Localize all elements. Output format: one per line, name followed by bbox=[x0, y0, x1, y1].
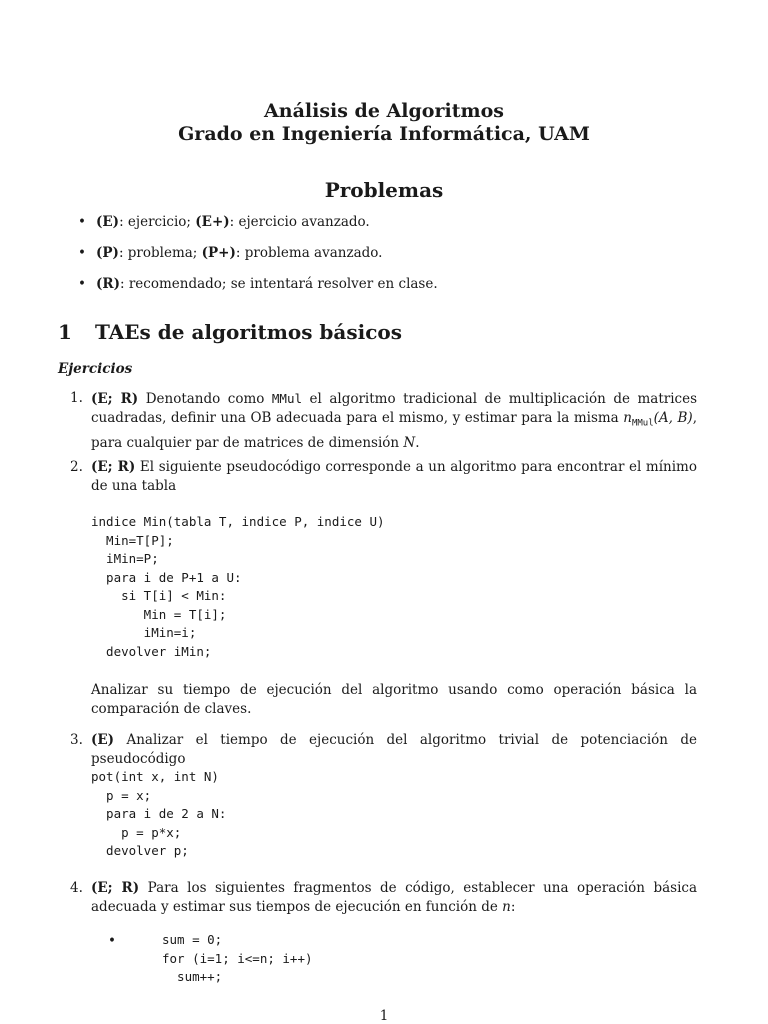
title-line-2: Grado en Ingeniería Informática, UAM bbox=[178, 123, 590, 145]
math-subscript: MMul bbox=[631, 418, 654, 429]
legend-tag: (R) bbox=[96, 276, 120, 292]
title-line-1: Análisis de Algoritmos bbox=[264, 100, 504, 122]
legend-tag: (E) bbox=[96, 214, 120, 230]
legend-tag: (P+) bbox=[201, 245, 236, 261]
math-args: (A, B) bbox=[653, 410, 693, 426]
section-number: 1 bbox=[58, 320, 72, 344]
text-run: : bbox=[510, 899, 516, 915]
legend-tag: (E+) bbox=[195, 214, 230, 230]
text-run: . bbox=[415, 434, 420, 451]
legend-text: : problema; bbox=[118, 245, 202, 261]
problems-heading: Problemas bbox=[324, 178, 444, 202]
text-run: el algoritmo tradicional de multiplicación de matrices cuadradas, definir una OB adecuada para el mismo, y estimar para la misma bbox=[91, 391, 697, 426]
legend-text: : ejercicio; bbox=[119, 214, 196, 230]
text-run: Para los siguientes fragmentos de código, establecer una operación básica adecuada y estimar sus tiempos de ejecución en función de bbox=[91, 880, 697, 915]
item-number: 3. bbox=[70, 732, 83, 748]
item-number: 1. bbox=[70, 390, 83, 406]
text-run: El siguiente pseudocódigo corresponde a un algoritmo para encontrar el mínimo de una tabla bbox=[91, 459, 697, 494]
bullet-icon: • bbox=[78, 245, 86, 261]
legend-list bbox=[78, 214, 438, 307]
item-tag: (E; R) bbox=[91, 391, 139, 407]
item-tag: (E) bbox=[91, 732, 115, 748]
item-number: 4. bbox=[70, 880, 83, 896]
math-var: n bbox=[502, 899, 511, 915]
inline-code: MMul bbox=[271, 391, 303, 406]
code-block: sum = 0; for (i=1; i<=n; i++) sum++; bbox=[162, 932, 313, 984]
item-text bbox=[91, 389, 697, 453]
legend-text: : ejercicio avanzado. bbox=[229, 214, 370, 230]
item-tag: (E; R) bbox=[91, 459, 136, 475]
subsection-heading: Ejercicios bbox=[58, 361, 133, 377]
legend-item bbox=[78, 276, 438, 307]
item-text: Analizar su tiempo de ejecución del algoritmo usando como operación básica la comparación de claves. bbox=[91, 682, 697, 717]
bullet-icon: • bbox=[108, 933, 116, 949]
legend-text: : recomendado; se intentará resolver en clase. bbox=[120, 276, 438, 292]
legend-item bbox=[78, 245, 438, 276]
bullet-icon: • bbox=[78, 276, 86, 292]
section-title: TAEs de algoritmos básicos bbox=[95, 320, 403, 344]
code-block: indice Min(tabla T, indice P, indice U) Min=T[P]; iMin=P; para i de P+1 a U: si T[i] < Min: Min = T[i]; iMin=i; devolver iMin; bbox=[91, 514, 385, 659]
legend-tag: (P) bbox=[96, 245, 119, 261]
document-title bbox=[0, 100, 768, 146]
math-var: N bbox=[403, 434, 416, 451]
legend-item bbox=[78, 214, 438, 245]
math-var: n bbox=[623, 410, 632, 426]
item-number: 2. bbox=[70, 459, 83, 475]
item-text bbox=[91, 879, 697, 917]
item-tag: (E; R) bbox=[91, 880, 140, 896]
item-text bbox=[91, 458, 697, 496]
section-heading bbox=[58, 320, 402, 344]
item-text bbox=[91, 731, 697, 769]
text-run: , para cualquier par de matrices de dimensión bbox=[91, 410, 697, 451]
code-block: pot(int x, int N) p = x; para i de 2 a N: p = p*x; devolver p; bbox=[91, 769, 227, 858]
page-number: 1 bbox=[379, 1008, 389, 1024]
text-run: Denotando como bbox=[138, 391, 272, 407]
legend-text: : problema avanzado. bbox=[235, 245, 383, 261]
text-run: Analizar el tiempo de ejecución del algoritmo trivial de potenciación de pseudocódigo bbox=[91, 732, 697, 767]
bullet-icon: • bbox=[78, 214, 86, 230]
